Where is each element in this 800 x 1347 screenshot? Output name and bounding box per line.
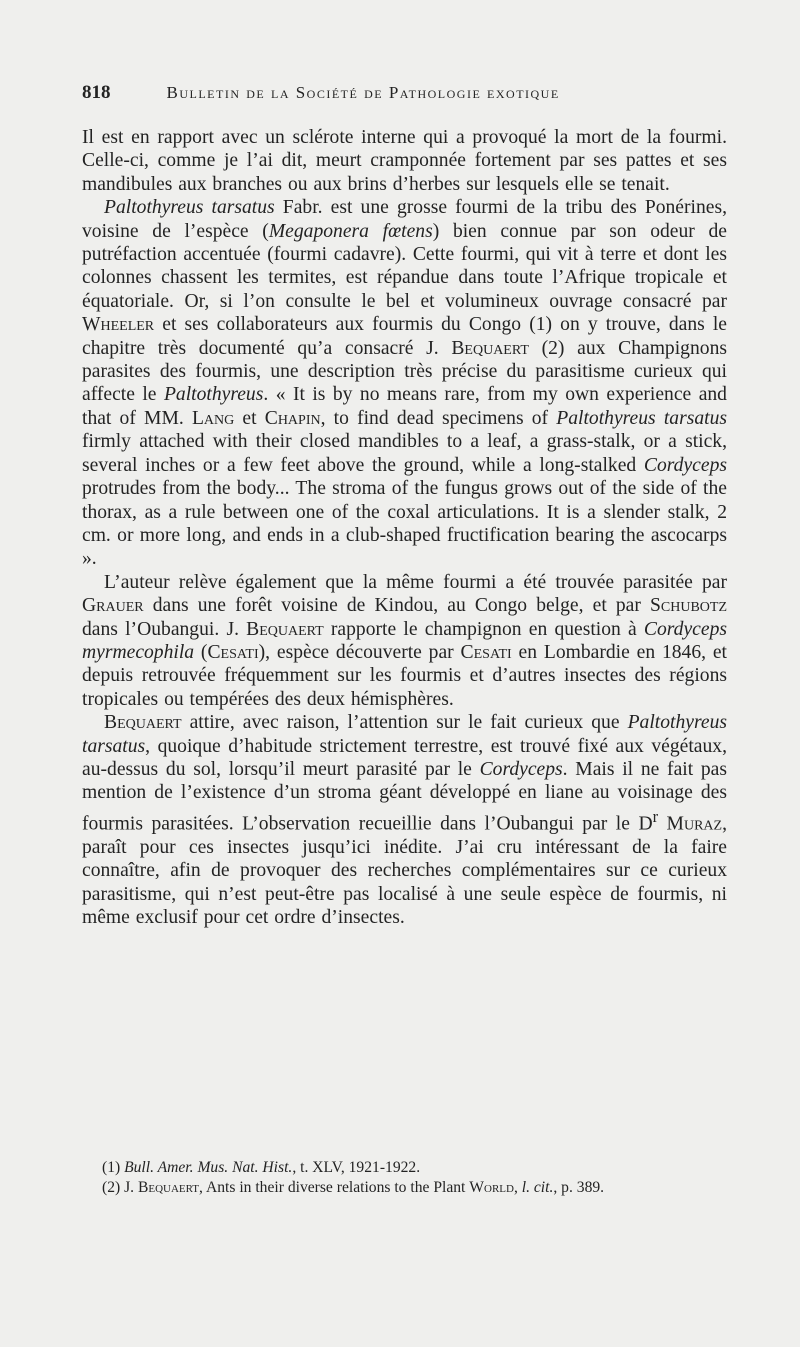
footnote-1: (1) Bull. Amer. Mus. Nat. Hist., t. XLV, 1921-1922.	[102, 1159, 421, 1176]
author-name: Bequaert	[137, 1179, 200, 1196]
italic-term: Paltothyreus tarsatus	[556, 407, 727, 429]
author-name: Muraz	[666, 813, 723, 835]
author-name: Lang	[191, 407, 235, 429]
running-header	[82, 82, 732, 104]
italic-term: Megaponera fœtens	[268, 220, 433, 242]
page-number: 818	[82, 82, 111, 103]
footnotes	[82, 1158, 727, 1198]
italic-term: Cordyceps	[479, 758, 563, 780]
italic-term: Paltothyreus	[163, 384, 264, 406]
paragraph-1: Il est en rapport avec un sclérote interne qui a provoqué la mort de la fourmi. Celle-ci, comme je l’ai dit, meurt cramponnée fortement par ses pattes et ses mandibules aux branches ou aux brins d’herbes sur lesquels elle se tenait.	[82, 127, 727, 195]
italic-term: Paltothyreus tarsatus	[82, 712, 727, 757]
author-name: Cesati	[207, 641, 259, 663]
paragraph-3: L’auteur relève également que la même fourmi a été trouvée parasitée par Grauer dans une forêt voisine de Kindou, au Congo belge, et par Schubotz dans l’Oubangui. J. Bequaert rapporte le champignon en question à Cordyceps myrmecophila (Cesati), espèce découverte par Cesati en Lombardie en 1846, et depuis retrouvée fréquemment sur les fourmis et d’autres insectes des régions tropicales ou tempérées des deux hémisphères.	[82, 571, 728, 710]
body-text	[82, 126, 727, 929]
paragraph-4: Bequaert attire, avec raison, l’attention sur le fait curieux que Paltothyreus tarsatus, quoique d’habitude strictement terrestre, est trouvé fixé aux végétaux, au-dessus du sol, lorsqu’il meurt parasité par le Cordyceps. Mais il ne fait pas mention de l’existence d’un stroma géant développé en liane au voisinage des fourmis parasitées. L’observation recueillie dans l’Oubangui par le $D^r$ Muraz, paraît pour ces insectes jusqu’ici inédite. J’ai cru intéressant de la faire connaître, afin de provoquer des recherches complémentaires sur ce curieux parasitisme, qui n’est peut-être pas localisé à une seule espèce de fourmis, ni même exclusif pour cet ordre d’insectes.	[82, 712, 728, 928]
italic-term: l. cit.	[521, 1179, 554, 1196]
paragraph-2: Paltothyreus tarsatus Fabr. est une grosse fourmi de la tribu des Ponérines, voisine de l’espèce (Megaponera fœtens) bien connue par son odeur de putréfaction accentuée (fourmi cadavre). Cette fourmi, qui vit à terre et dont les colonnes chassent les termites, est répandue dans toute l’Afrique tropicale et équatoriale. Or, si l’on consulte le bel et volumineux ouvrage consacré par Wheeler et ses collaborateurs aux fourmis du Congo (1) on y trouve, dans le chapitre très documenté qu’a consacré J. Bequaert (2) aux Champignons parasites des fourmis, une description très précise du parasitisme curieux qui affecte le Paltothyreus. « It is by no means rare, from my own experience and that of MM. Lang et Chapin, to find dead specimens of Paltothyreus tarsatus firmly attached with their closed mandibles to a leaf, a grass-stalk, or a stick, several inches or a few feet above the ground, while a long-stalked Cordyceps protrudes from the body... The stroma of the fungus grows out of the side of the thorax, as a rule between one of the coxal articulations. It is a slender stalk, 2 cm. or more long, and ends in a club-shaped fructification bearing the ascocarps ».	[82, 197, 727, 570]
italic-term: Cordyceps	[643, 454, 727, 476]
author-name: Schubotz	[649, 595, 727, 617]
superscript: r	[652, 806, 659, 826]
italic-term: Bull. Amer. Mus. Nat. Hist.	[124, 1159, 293, 1176]
author-name: Chapin	[264, 407, 321, 429]
author-name: Grauer	[82, 595, 144, 617]
footnote-2: (2) J. Bequaert, Ants in their diverse relations to the Plant World, l. cit., p. 389.	[102, 1179, 605, 1196]
running-title: Bulletin de la Société de Pathologie exotique	[166, 83, 560, 102]
author-name: Bequaert	[451, 337, 529, 359]
italic-term: Cordyceps myrmecophila	[82, 618, 727, 663]
author-name: World	[469, 1179, 514, 1196]
author-name: Bequaert	[104, 712, 182, 734]
author-name: Wheeler	[82, 314, 155, 336]
italic-term: Paltothyreus tarsatus	[104, 197, 275, 219]
author-name: Bequaert	[246, 618, 324, 640]
author-name: Cesati	[460, 641, 512, 663]
